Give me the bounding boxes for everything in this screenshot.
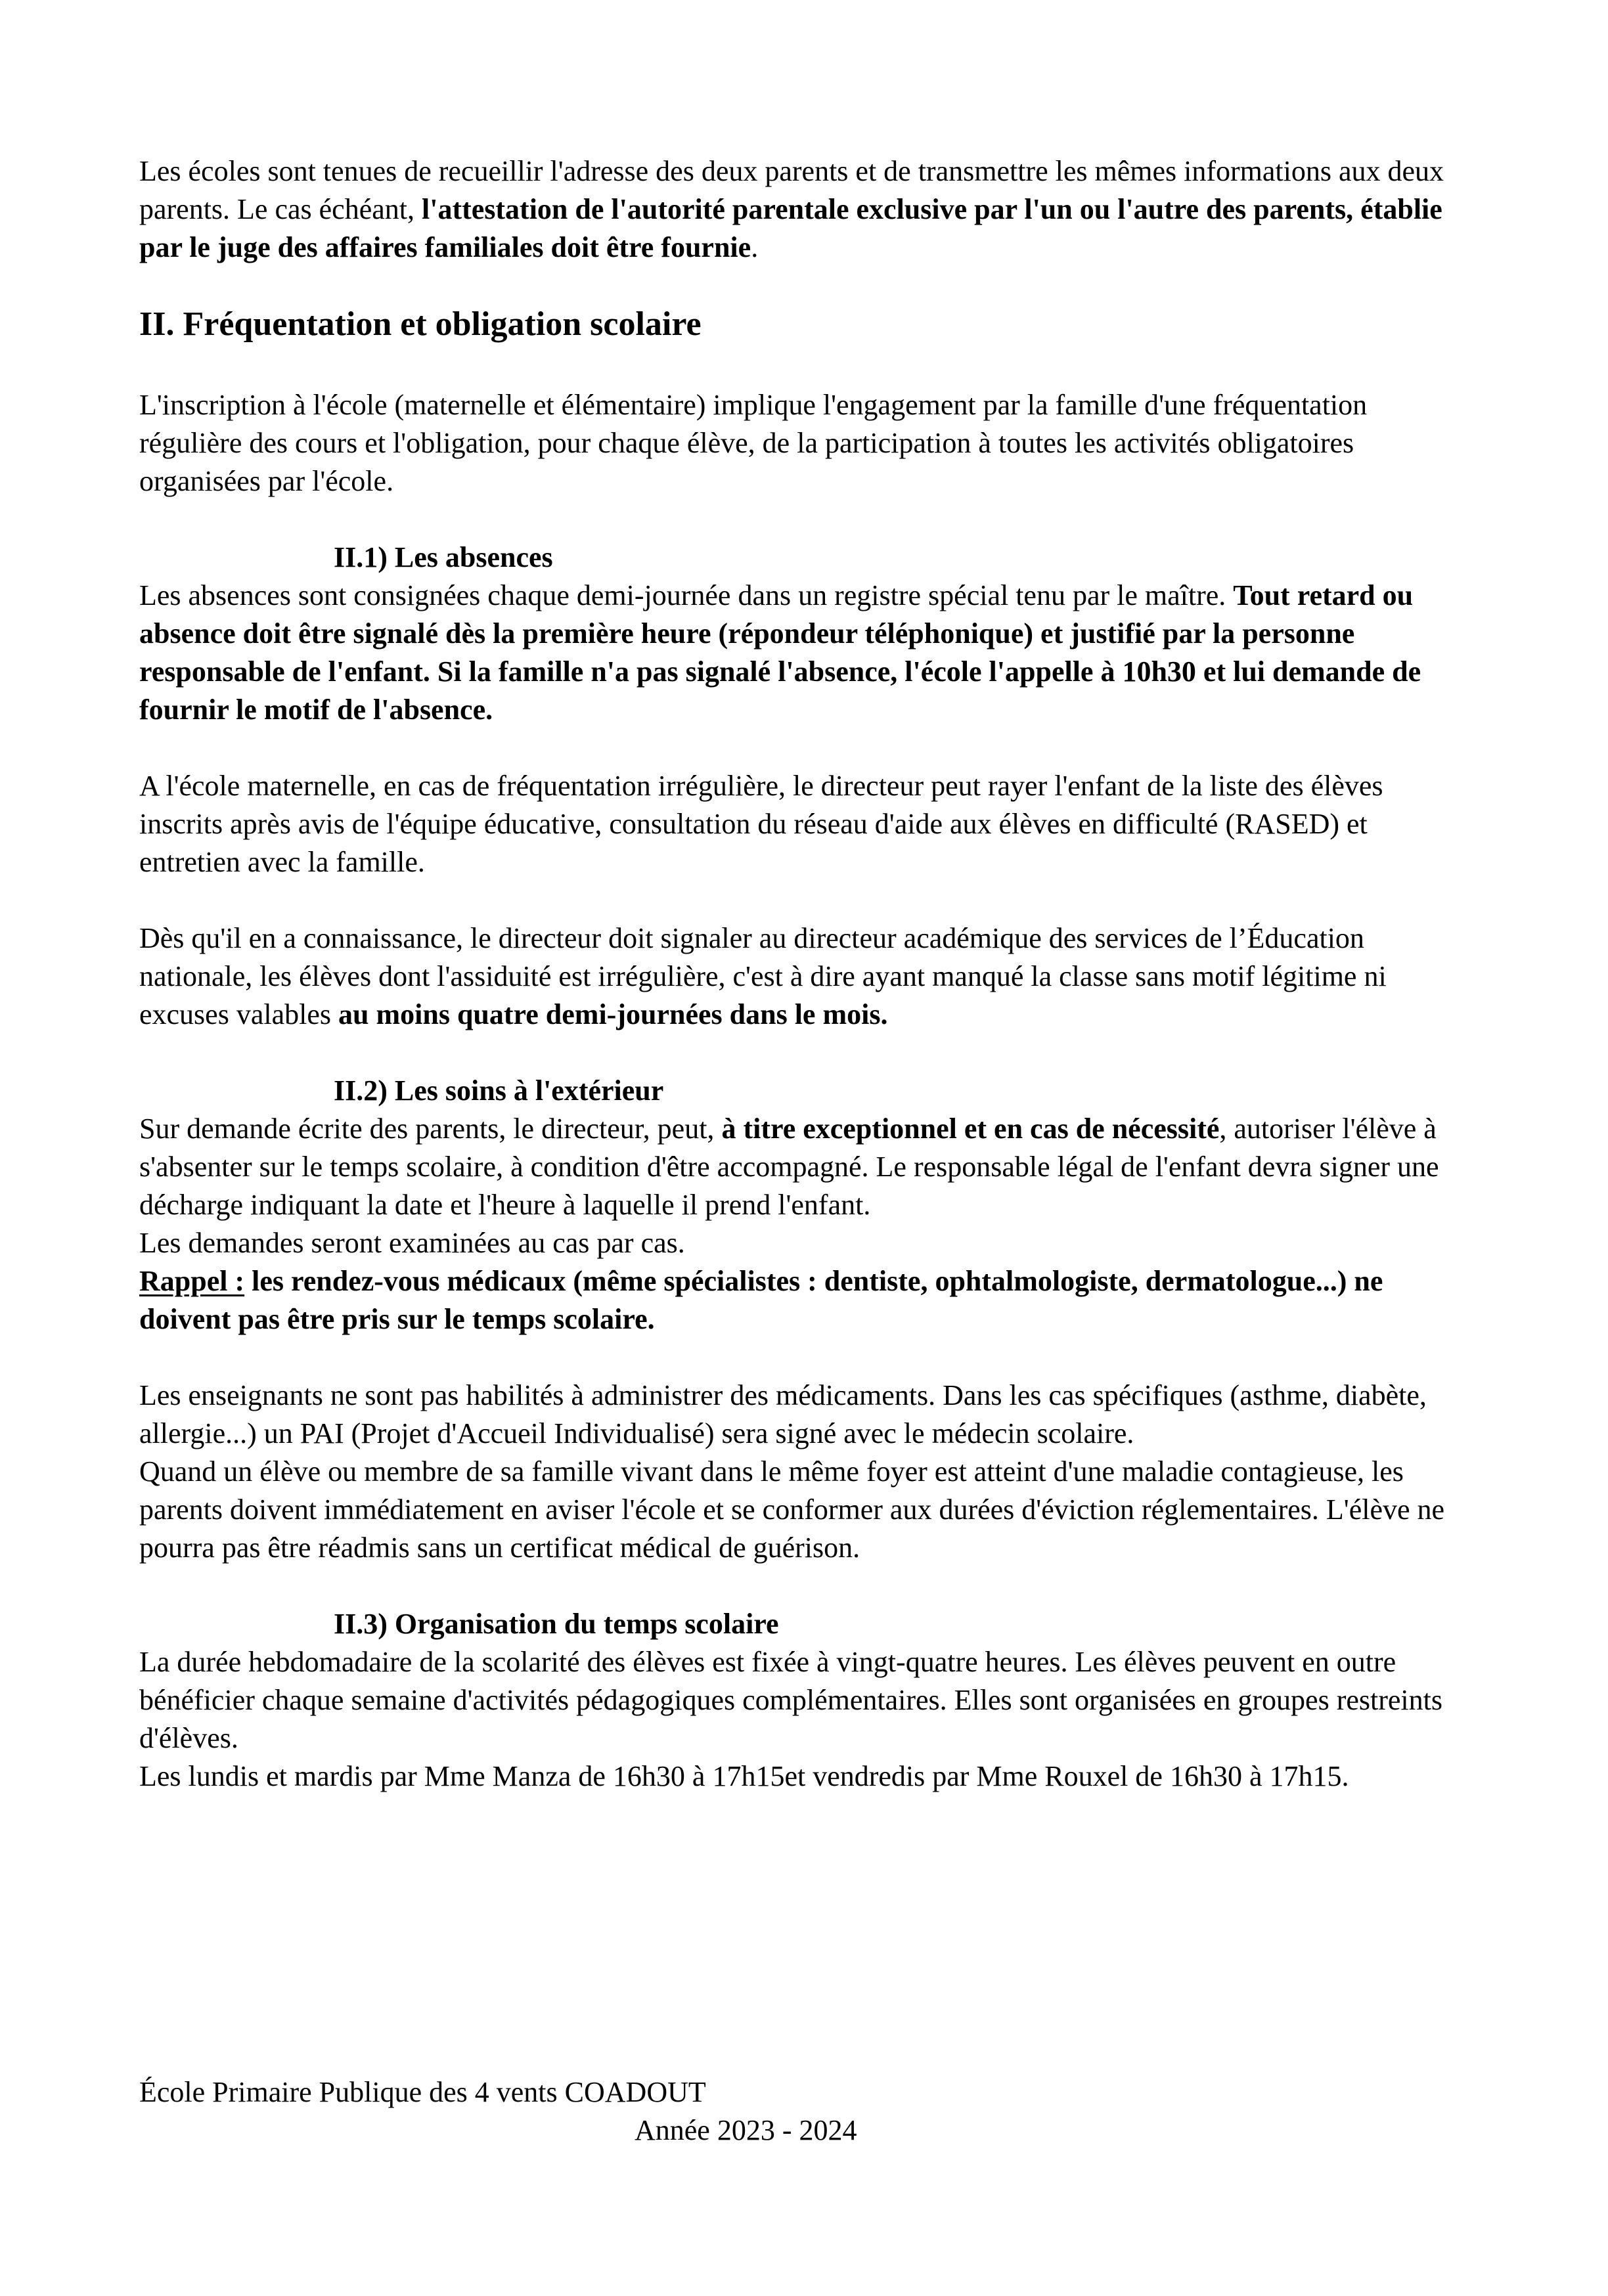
page-footer: [139, 2073, 1473, 2150]
rappel-label: Rappel :: [139, 1265, 245, 1297]
soins-p1-bold: à titre exceptionnel et en cas de nécessité: [721, 1113, 1220, 1145]
intro-bold: l'attestation de l'autorité parentale exclusive par l'un ou l'autre des parents, établie par le juge des affaires familiales doit être fournie: [139, 193, 1442, 263]
soins-paragraph-2: Les enseignants ne sont pas habilités à administrer des médicaments. Dans les cas spécifiques (asthme, diabète, allergie...) un PAI (Projet d'Accueil Individualisé) sera signé avec le médecin scolaire.: [139, 1379, 1427, 1449]
absences-p3-bold: au moins quatre demi-journées dans le mois.: [338, 998, 888, 1030]
intro-text-start: Les écoles sont tenues de recueillir l'adresse des deux parents et de transmettre les mêmes informations aux deux parents. Le cas échéant,: [139, 155, 1444, 225]
absences-paragraph-3: [139, 919, 1473, 1034]
soins-paragraph-1c: Les demandes seront examinées au cas par cas.: [139, 1227, 685, 1259]
absences-paragraph-1: [139, 577, 1473, 729]
soins-p1-a: Sur demande écrite des parents, le directeur, peut,: [139, 1113, 722, 1145]
soins-p1-b: , autoriser l'élève à s'absenter sur le temps scolaire, à condition d'être accompagné. Le responsable légal de l'enfant devra signer une décharge indiquant la date et l'heure à laquelle il prend l'enfant.: [139, 1113, 1439, 1221]
soins-paragraph-1: [139, 1110, 1473, 1224]
absences-p1-bold: Tout retard ou absence doit être signalé dès la première heure (répondeur téléphonique) et justifié par la personne responsable de l'enfant. Si la famille n'a pas signalé l'absence, l'école l'appelle à 10h30 et lui demande de fournir le motif de l'absence.: [139, 579, 1421, 726]
footer-school: École Primaire Publique des 4 vents COADOUT: [139, 2076, 706, 2108]
section-intro: L'inscription à l'école (maternelle et élémentaire) implique l'engagement par la famille d'une fréquentation régulière des cours et l'obligation, pour chaque élève, de la participation à toutes les activités obligatoires organisées par l'école.: [139, 389, 1368, 497]
organisation-title: II.3) Organisation du temps scolaire: [334, 1608, 779, 1640]
rappel-paragraph: [139, 1262, 1473, 1338]
section-title: II. Fréquentation et obligation scolaire: [139, 305, 702, 343]
soins-paragraph-3: Quand un élève ou membre de sa famille vivant dans le même foyer est atteint d'une maladie contagieuse, les parents doivent immédiatement en aviser l'école et se conformer aux durées d'éviction réglementaires. L'élève ne pourra pas être réadmis sans un certificat médical de guérison.: [139, 1455, 1445, 1564]
organisation-paragraph-1: La durée hebdomadaire de la scolarité des élèves est fixée à vingt-quatre heures. Les élèves peuvent en outre bénéficier chaque semaine d'activités pédagogiques complémentaires. Elles sont organisées en groupes restreints d'élèves.: [139, 1646, 1442, 1754]
soins-title: II.2) Les soins à l'extérieur: [334, 1074, 664, 1107]
absences-p1-text: Les absences sont consignées chaque demi-journée dans un registre spécial tenu par le maître.: [139, 579, 1234, 611]
footer-year: Année 2023 - 2024: [635, 2114, 857, 2146]
absences-paragraph-2: A l'école maternelle, en cas de fréquentation irrégulière, le directeur peut rayer l'enfant de la liste des élèves inscrits après avis de l'équipe éducative, consultation du réseau d'aide aux élèves en difficulté (RASED) et entretien avec la famille.: [139, 770, 1383, 878]
intro-paragraph: [139, 152, 1473, 267]
organisation-paragraph-2: Les lundis et mardis par Mme Manza de 16h30 à 17h15et vendredis par Mme Rouxel de 16h30 à 17h15.: [139, 1760, 1349, 1792]
document-page: [139, 152, 1473, 1796]
rappel-text: les rendez-vous médicaux (même spécialistes : dentiste, ophtalmologiste, dermatologue...) ne doivent pas être pris sur le temps scolaire.: [139, 1265, 1383, 1335]
absences-p3-text: Dès qu'il en a connaissance, le directeur doit signaler au directeur académique des services de l’Éducation nationale, les élèves dont l'assiduité est irrégulière, c'est à dire ayant manqué la classe sans motif légitime ni excuses valables: [139, 922, 1387, 1030]
intro-text-end: .: [751, 231, 759, 263]
absences-title: II.1) Les absences: [334, 541, 553, 573]
